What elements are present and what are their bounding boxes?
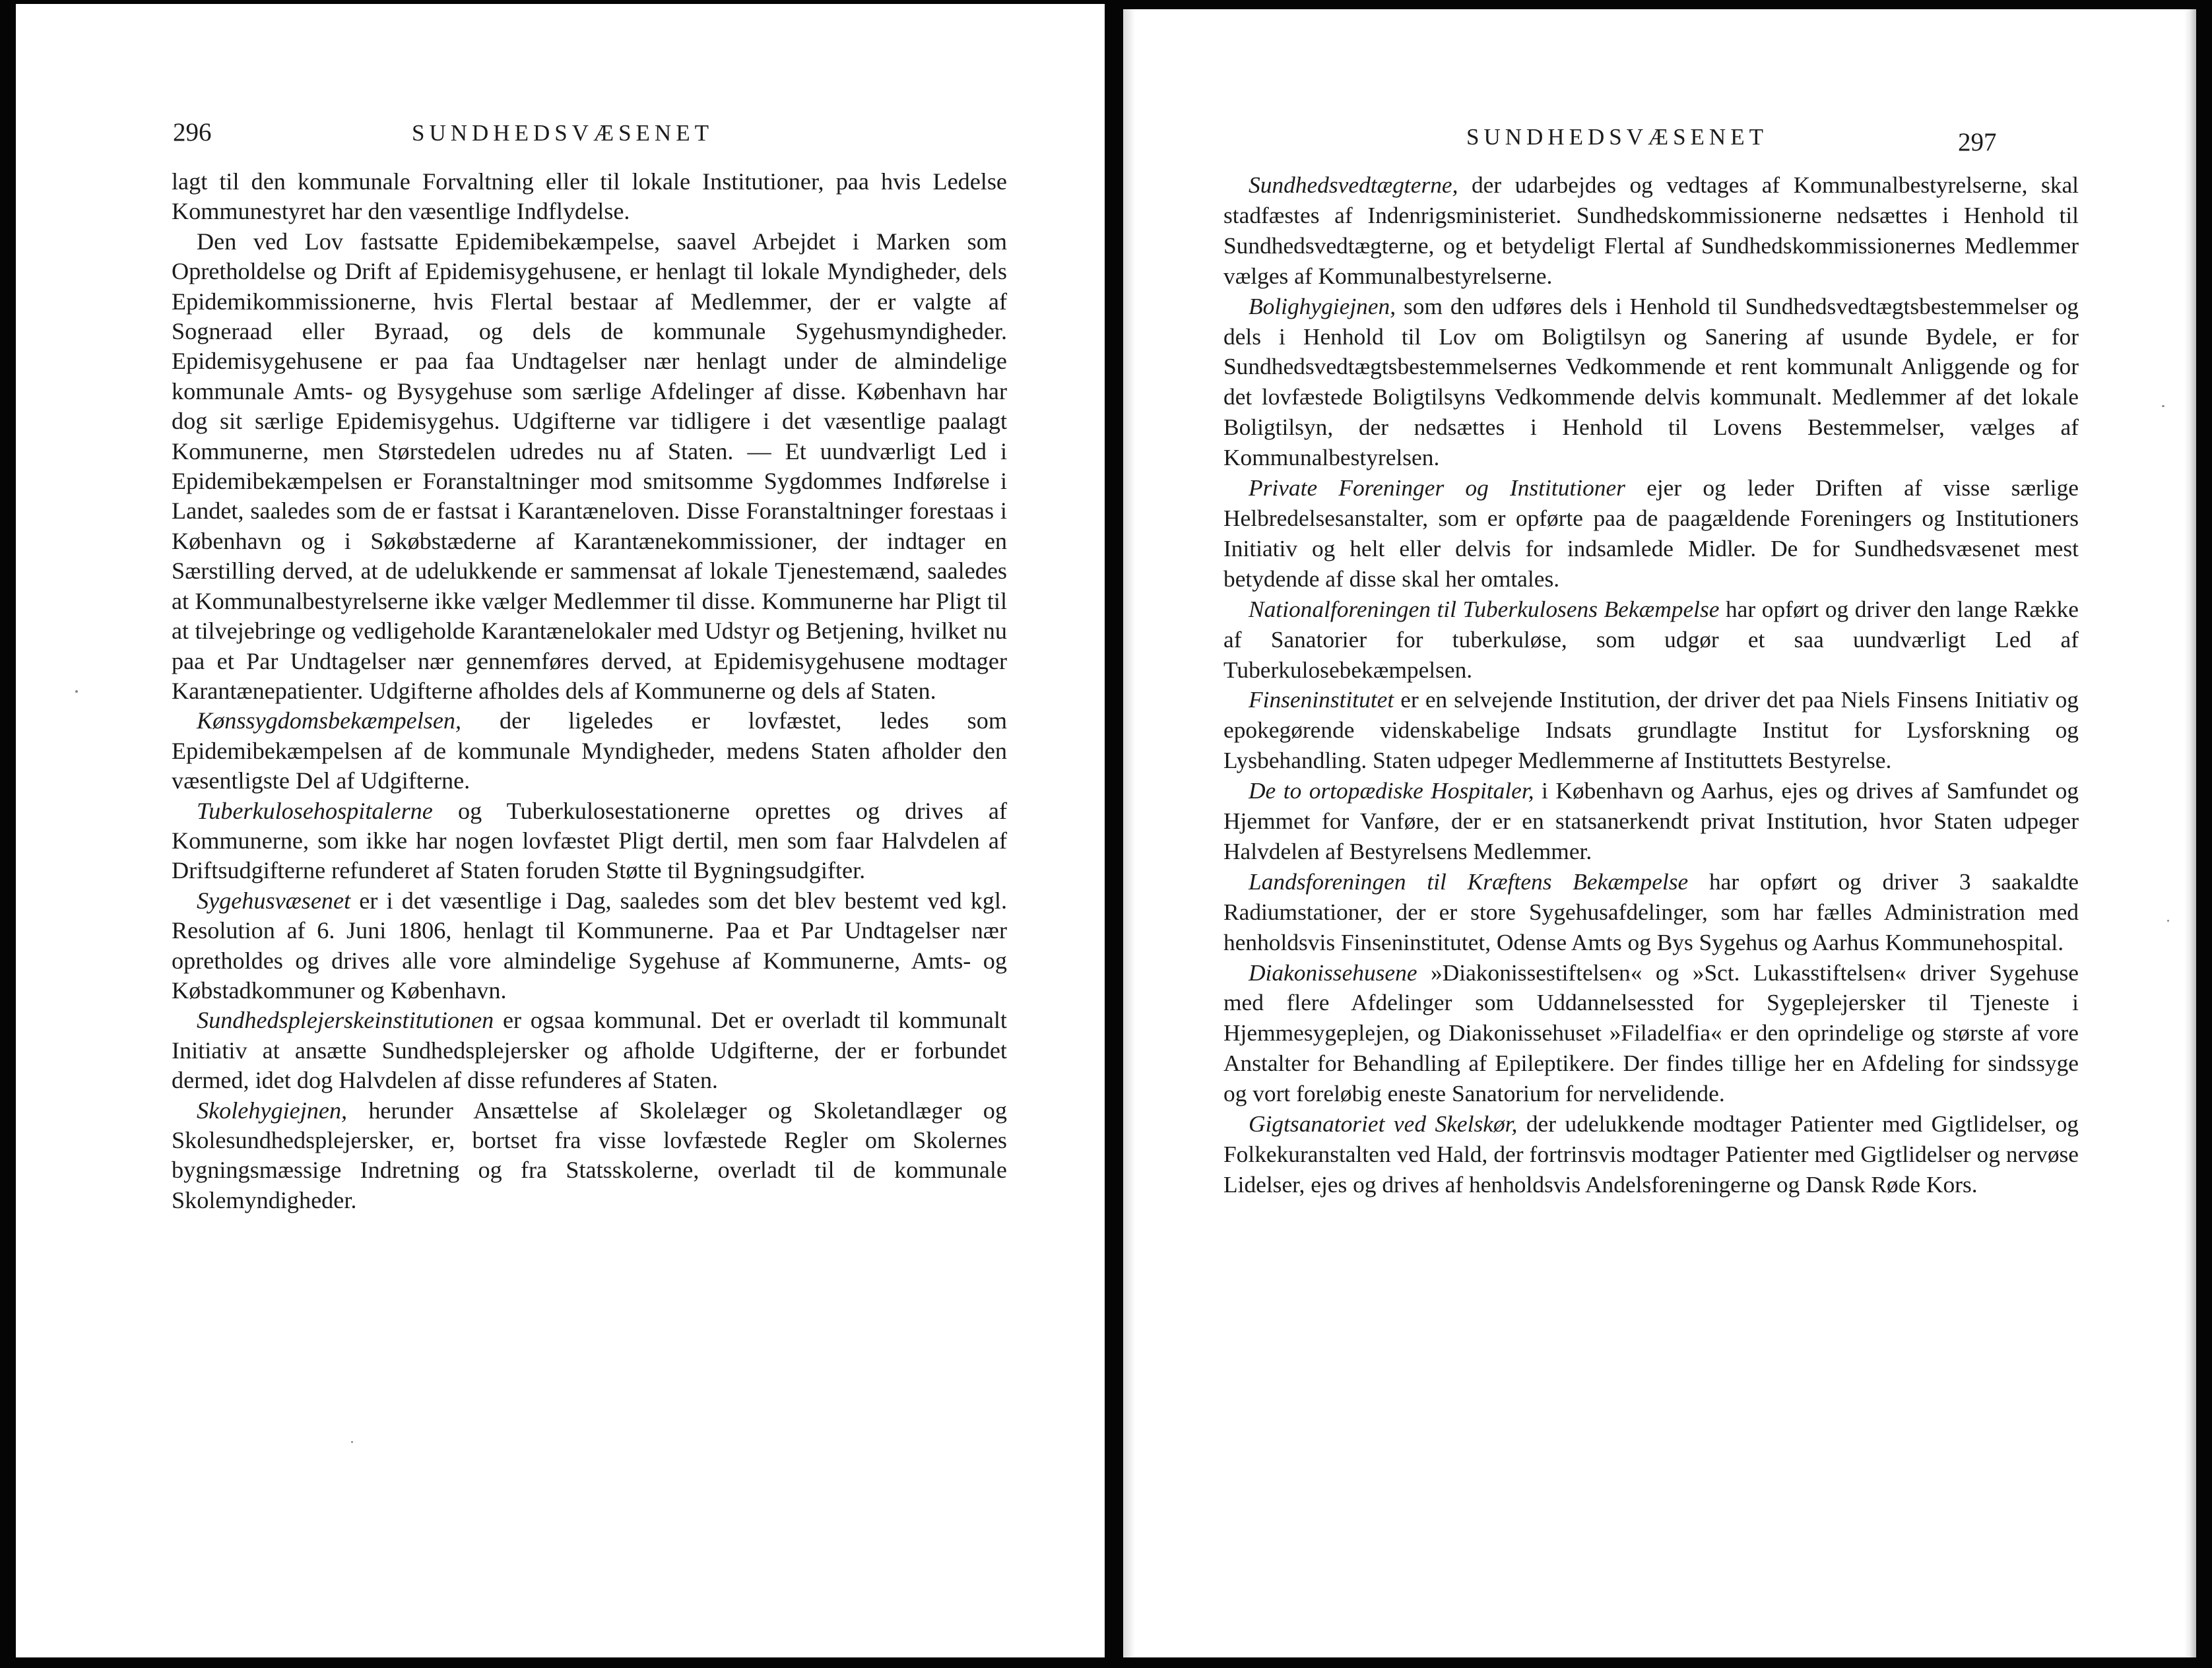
paragraph-text: i København og Aarhus, ejes og drives af Samfundet og Hjemmet for Vanføre, der er en statsanerkendt privat Institution, hvor Staten udpeger Halvdelen af Bestyrelsens Medlemmer. <box>1223 777 2079 864</box>
paragraph <box>1223 292 2079 473</box>
paragraph-text: som den udføres dels i Henhold til Sundhedsvedtægtsbestemmelser og dels i Henhold til Lov om Boligtilsyn og Sanering af usunde Bydele, er for Sundhedsvedtægtsbestemmelsernes Vedkommende et rent kommunalt Anliggende og for det lovfæstede Boligtilsyns Vedkommende delvis kommunalt. Medlemmer af det lokale Boligtilsyn, der nedsættes i Henhold til Lovens Bestemmelser, vælges af Kommunalbestyrelsen. <box>1223 292 2079 471</box>
paper-speck <box>351 1441 353 1443</box>
paragraph <box>172 796 1007 886</box>
paragraph-lead: Tuberkulosehospitalerne <box>197 797 433 824</box>
paragraph <box>172 1006 1007 1095</box>
paragraph-text: der ligeledes er lovfæstet, ledes som Epidemibekæmpelsen af de kommunale Myndigheder, medens Staten afholder den væsentligste Del af Udgifterne. <box>172 707 1007 794</box>
paragraph-text: der udarbejdes og vedtages af Kommunalbestyrelserne, skal stadfæstes af Indenrigsministeriet. Sundhedskommissionerne nedsættes i Henhold til Sundhedsvedtægterne, og et betydeligt Flertal af Sundhedskommissionernes Medlemmer vælges af Kommunalbestyrelserne. <box>1223 172 2079 289</box>
paper-speck <box>2162 405 2164 407</box>
paragraph-lead: Diakonissehusene <box>1249 959 1417 986</box>
paragraph <box>172 167 1007 227</box>
paragraph <box>1223 594 2079 686</box>
paragraph <box>1223 473 2079 594</box>
paragraph <box>1223 867 2079 958</box>
body-text <box>172 167 1007 1215</box>
paragraph <box>172 227 1007 707</box>
paragraph-lead: Gigtsanatoriet ved Skelskør, <box>1249 1110 1518 1138</box>
running-head: SUNDHEDSVÆSENET <box>412 120 713 146</box>
paragraph-lead: Landsforeningen til Kræftens Bekæmpelse <box>1249 868 1689 895</box>
paragraph-lead: Sygehusvæsenet <box>197 887 351 914</box>
paragraph <box>172 1096 1007 1216</box>
paragraph <box>172 886 1007 1006</box>
page-number: 297 <box>1958 128 1997 156</box>
paragraph <box>172 706 1007 796</box>
paragraph-lead: Finseninstitutet <box>1249 686 1394 713</box>
paper-speck <box>75 690 78 693</box>
paragraph-lead: Sundhedsvedtægterne, <box>1249 172 1458 198</box>
paragraph-text: »Diakonissestiftelsen« og »Sct. Lukasstiftelsen« driver Sygehuse med flere Afdelinger som Uddannelsessted for Sygeplejersker til Tjeneste i Hjemmesygeplejen, og Diakonissehuset »Filadelfia« er den oprindelige og største af vore Anstalter for Behandling af Epileptikere. Der findes tillige her en Afdeling for sindssyge og vort foreløbig eneste Sanatorium for nervelidende. <box>1223 959 2079 1107</box>
paragraph-text: Den ved Lov fastsatte Epidemibekæmpelse, saavel Arbejdet i Marken som Opretholdelse og Drift af Epidemisygehusene, er henlagt til lokale Myndigheder, dels Epidemikommissionerne, hvis Flertal bestaar af Medlemmer, der er valgte af Sogneraad eller Byraad, og dels de kommunale Sygehusmyndigheder. Epidemisygehusene er paa faa Undtagelser nær henlagt under de almindelige kommunale Amts- og Bysygehuse som særlige Afdelinger af disse. København har dog sit særlige Epidemisygehus. Udgifterne var tidligere i det væsentlige paalagt Kommunerne, men Størstedelen udredes nu af Staten. — Et uundværligt Led i Epidemibekæmpelsen er Foranstaltninger mod smitsomme Sygdommes Indførelse i Landet, saaledes som de er fastsat i Karantæneloven. Disse Foranstaltninger forestaas i København og i Søkøbstæderne af Karantænekommissioner, der indtager en Særstilling derved, at de udelukkende er sammensat af lokale Tjenestemænd, saaledes at Kommunalbestyrelserne ikke vælger Medlemmer til disse. Kommunerne har Pligt til at tilvejebringe og vedligeholde Karantænelokaler med Udstyr og Betjening, hvilket nu paa et Par Undtagelser nær gennemføres derved, at Epidemisygehusene modtager Karantænepatienter. Udgifterne afholdes dels af Kommunerne og dels af Staten. <box>172 228 1007 704</box>
paragraph <box>1223 685 2079 776</box>
paragraph-text: har opført og driver 3 saakaldte Radiumstationer, der er store Sygehusafdelinger, som har fælles Administration med henholdsvis Finseninstitutet, Odense Amts og Bys Sygehus og Aarhus Kommunehospital. <box>1223 868 2079 955</box>
paragraph-text: herunder Ansættelse af Skolelæger og Skoletandlæger og Skolesundhedsplejersker, er, bortset fra visse lovfæstede Regler om Skolernes bygningsmæssige Indretning og fra Statsskolerne, overladt til de kommunale Skolemyndigheder. <box>172 1097 1007 1213</box>
paragraph-lead: Nationalforeningen til Tuberkulosens Bekæmpelse <box>1249 595 1720 622</box>
page-edge-shadow <box>2184 9 2196 1657</box>
body-text <box>1223 170 2079 1200</box>
paragraph-text: lagt til den kommunale Forvaltning eller til lokale Institutioner, paa hvis Ledelse Kommunestyret har den væsentlige Indflydelse. <box>172 168 1007 225</box>
page-number: 296 <box>173 118 212 146</box>
paragraph-text: har opført og driver den lange Række af Sanatorier for tuberkuløse, som udgør et saa uundværligt Led af Tuberkulosebekæmpelsen. <box>1223 595 2079 683</box>
paragraph <box>1223 776 2079 867</box>
paper-speck <box>2167 920 2169 922</box>
paragraph <box>1223 958 2079 1110</box>
paragraph-lead: Sundhedsplejerskeinstitutionen <box>197 1007 494 1034</box>
paragraph-lead: De to ortopædiske Hospitaler, <box>1249 777 1534 804</box>
right-page <box>1123 9 2196 1657</box>
paragraph-lead: Skolehygiejnen, <box>197 1097 348 1124</box>
paragraph <box>1223 170 2079 292</box>
paragraph-text: er en selvejende Institution, der driver det paa Niels Finsens Initiativ og epokegørende videnskabelige Indsats grundlagte Institut for Lysforskning og Lysbehandling. Staten udpeger Medlemmerne af Instituttets Bestyrelse. <box>1223 686 2079 774</box>
paragraph <box>1223 1109 2079 1200</box>
paragraph-text: er ogsaa kommunal. Det er overladt til kommunalt Initiativ at ansætte Sundhedsplejersker og afholde Udgifterne, der er forbundet dermed, idet dog Halvdelen af disse refunderes af Staten. <box>172 1007 1007 1094</box>
left-page <box>16 4 1105 1657</box>
paragraph-lead: Bolighygiejnen, <box>1249 292 1396 319</box>
paragraph-lead: Private Foreninger og Institutioner <box>1249 474 1625 501</box>
paragraph-text: og Tuberkulosestationerne oprettes og drives af Kommunerne, som ikke har nogen lovfæstet Pligt dertil, men som faar Halvdelen af Driftsudgifterne refunderet af Staten foruden Støtte til Bygningsudgifter. <box>172 797 1007 884</box>
gutter-shadow <box>1123 9 1135 1657</box>
paragraph-text: er i det væsentlige i Dag, saaledes som det blev bestemt ved kgl. Resolution af 6. Juni 1806, henlagt til Kommunerne. Paa et Par Undtagelser nær opretholdes og drives alle vore almindelige Sygehuse af Kommunerne, Amts- og Købstadkommuner og København. <box>172 887 1007 1004</box>
paragraph-text: der udelukkende modtager Patienter med Gigtlidelser, og Folkekuranstalten ved Hald, der fortrinsvis modtager Patienter med Gigtlidelser og nervøse Lidelser, ejes og drives af henholdsvis Andelsforeningerne og Dansk Røde Kors. <box>1223 1110 2079 1198</box>
running-head: SUNDHEDSVÆSENET <box>1466 124 1768 150</box>
paragraph-text: ejer og leder Driften af visse særlige Helbredelsesanstalter, som er opførte paa de paagældende Foreningers og Institutioners Initiativ og helt eller delvis for indsamlede Midler. De for Sundhedsvæsenet mest betydende af disse skal her omtales. <box>1223 474 2079 592</box>
paragraph-lead: Kønssygdomsbekæmpelsen, <box>197 707 462 734</box>
